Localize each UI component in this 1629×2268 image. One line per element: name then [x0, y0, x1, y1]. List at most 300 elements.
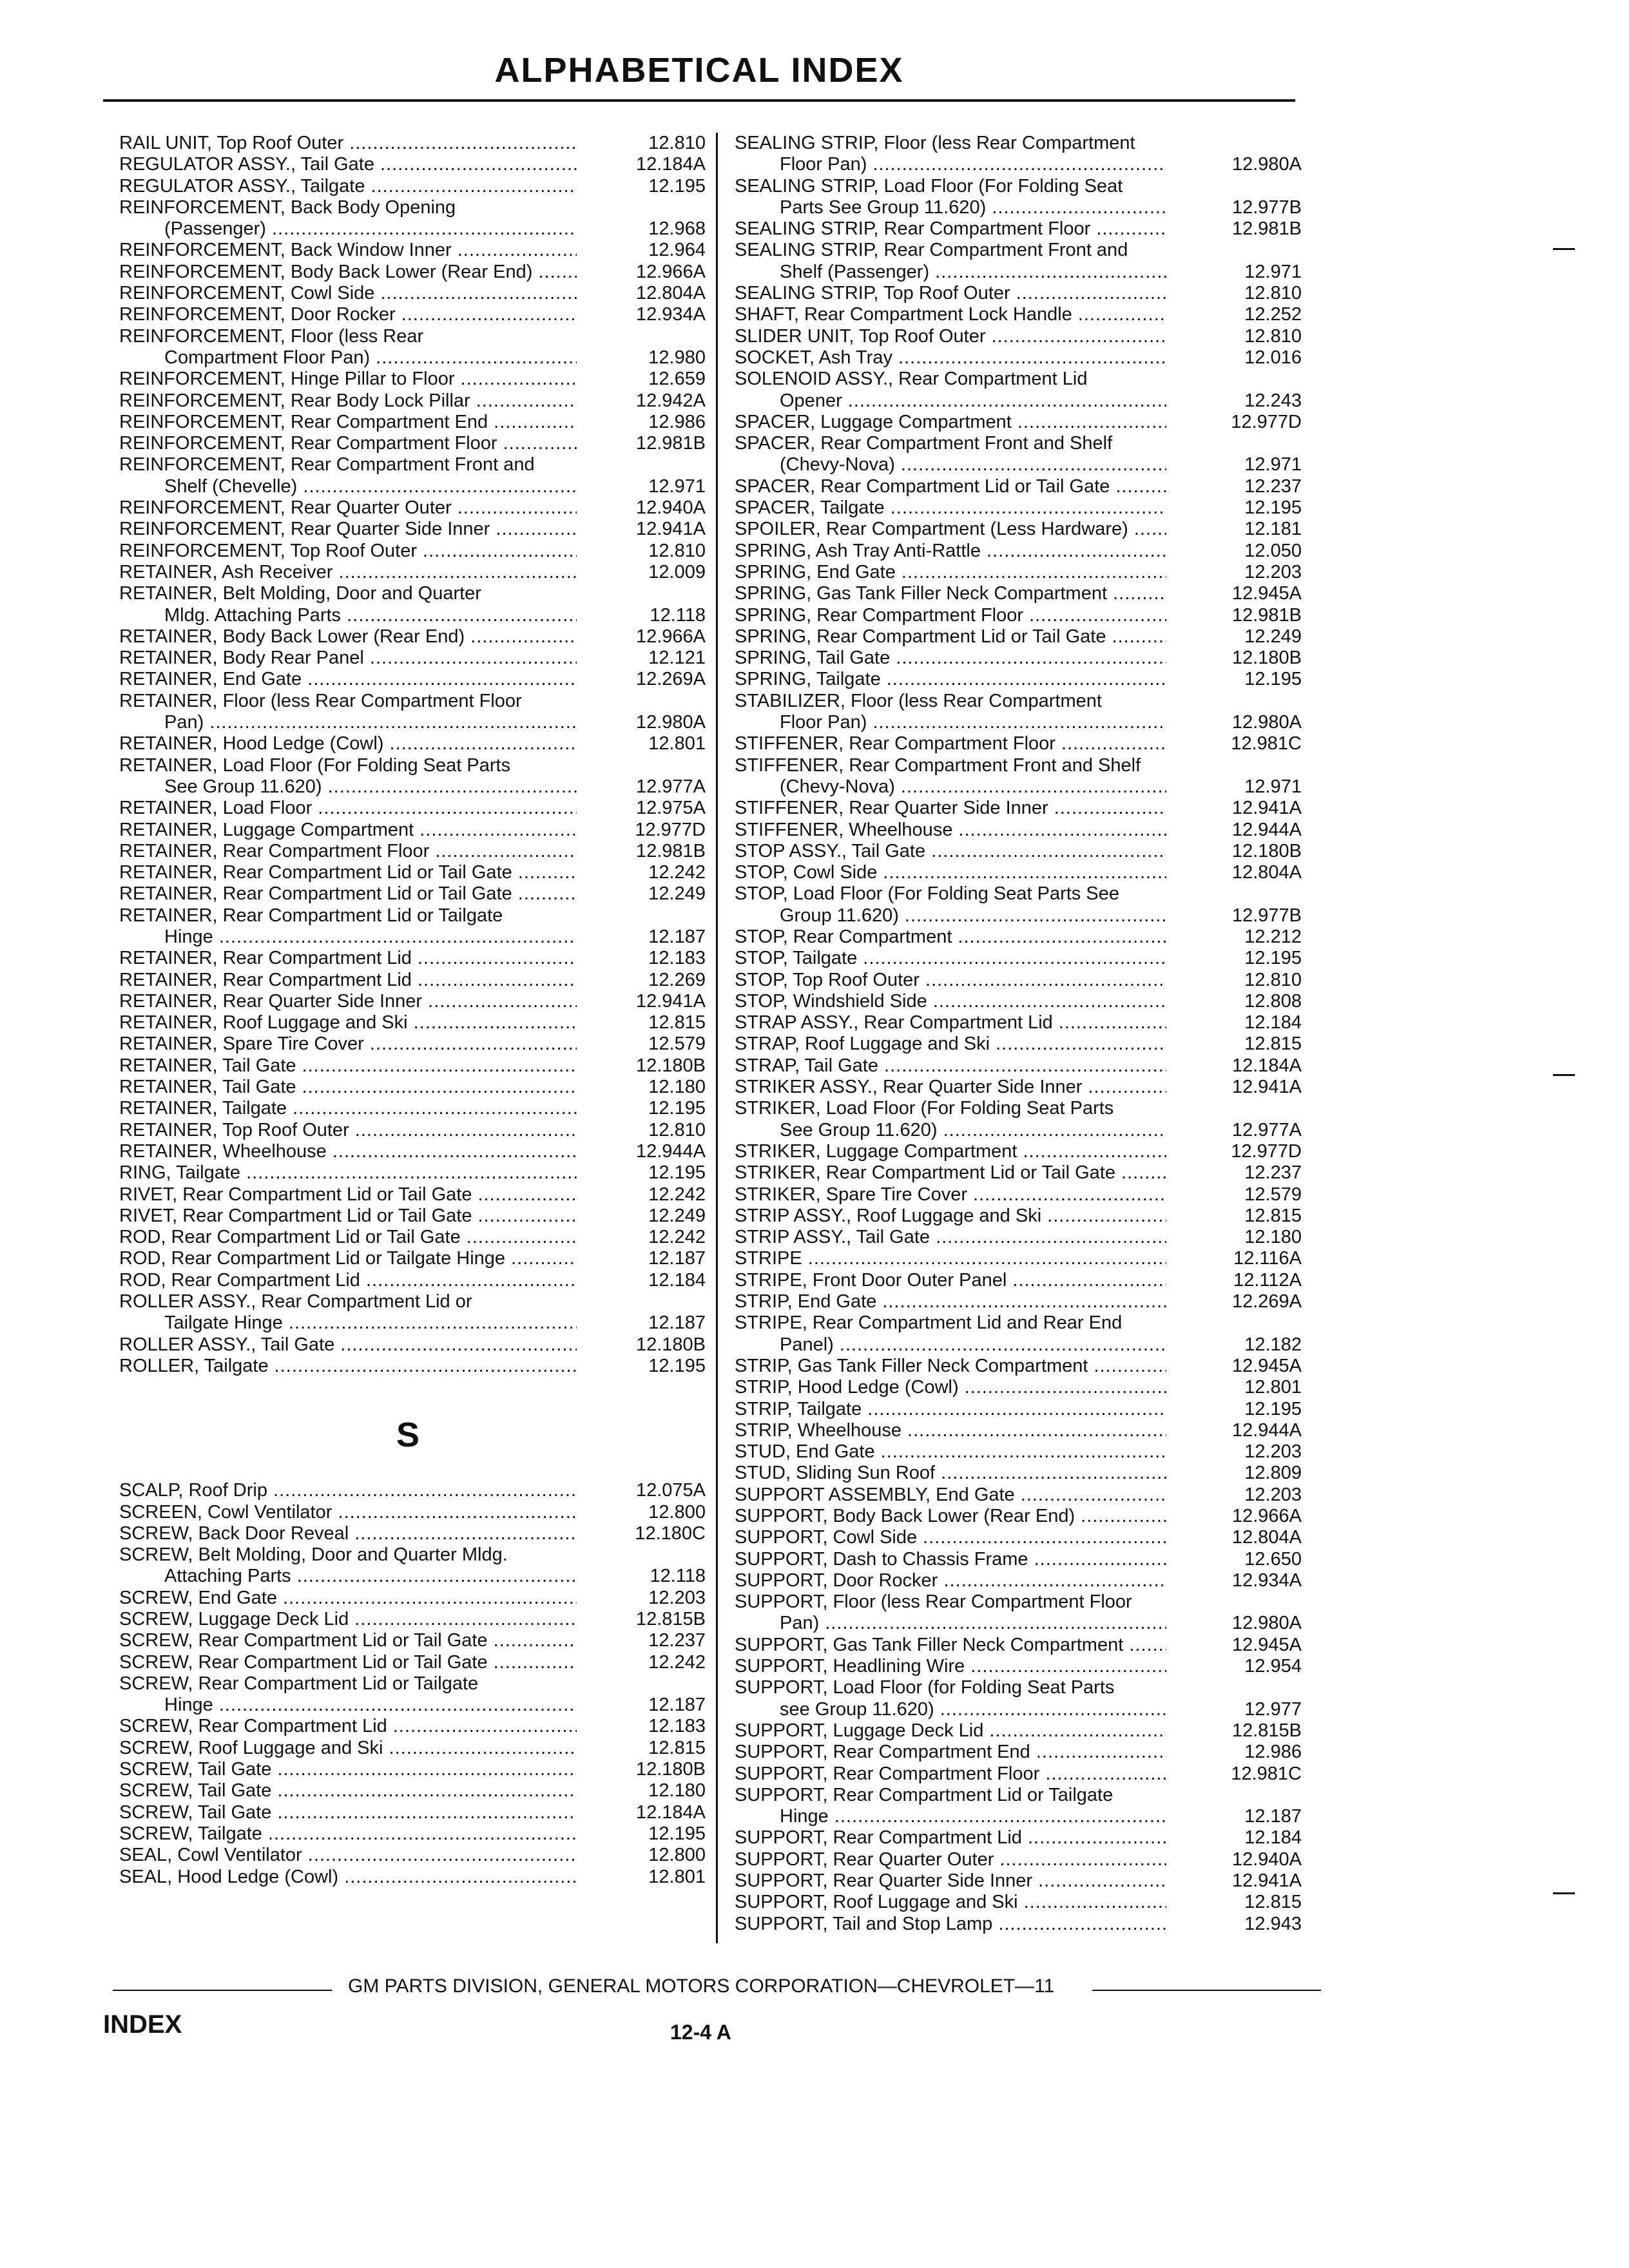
index-entry-text: [119, 154, 577, 175]
index-entry: [119, 862, 706, 883]
index-entry-line: SHAFT, Rear Compartment Lock Handle .....: [735, 304, 1166, 325]
index-entry-line: ROD, Rear Compartment Lid or Tailgate Hinge .....: [119, 1248, 577, 1269]
index-entry-page: 12.009: [648, 561, 706, 582]
index-entry: [119, 1845, 706, 1866]
index-entry-page: 12.934A: [635, 304, 706, 325]
index-entry-page: 12.966A: [1231, 1506, 1302, 1526]
index-entry: [735, 1033, 1302, 1055]
index-entry-line: STRAP, Tail Gate .....: [735, 1055, 1166, 1077]
index-entry-line: RETAINER, Roof Luggage and Ski .....: [119, 1012, 577, 1033]
index-entry-page: 12.180B: [635, 1055, 706, 1076]
index-entry-line: SCREW, Luggage Deck Lid .....: [119, 1609, 577, 1630]
index-entry-page: 12.579: [648, 1033, 706, 1055]
index-entry-line: STUD, End Gate .....: [735, 1441, 1166, 1463]
index-entry-line: Hinge .....: [119, 927, 577, 948]
index-entry-line: SPACER, Rear Compartment Lid or Tail Gate .....: [735, 476, 1166, 497]
index-entry-page: 12.249: [648, 1205, 706, 1226]
index-entry-line: STOP, Windshield Side .....: [735, 991, 1166, 1012]
index-entry-text: [119, 1291, 577, 1334]
index-entry-text: [119, 1227, 577, 1248]
index-entry-line: SCREEN, Cowl Ventilator .....: [119, 1502, 577, 1523]
index-entry: [735, 218, 1302, 240]
index-entry-line: STIFFENER, Rear Compartment Floor .....: [735, 733, 1166, 754]
index-entry: [735, 369, 1302, 412]
index-entry-page: 12.986: [648, 411, 706, 432]
index-entry-text: [119, 970, 577, 991]
index-entry-text: [119, 1077, 577, 1098]
index-entry: [735, 841, 1302, 862]
index-list-s: [119, 1480, 706, 1888]
index-entry-line: SEALING STRIP, Floor (less Rear Compartment: [735, 133, 1135, 153]
index-entry-line: STRAP, Roof Luggage and Ski .....: [735, 1033, 1166, 1055]
index-entry: [119, 240, 706, 261]
index-entry-page: 12.980A: [1231, 1613, 1302, 1634]
index-entry-page: 12.195: [1244, 1398, 1302, 1419]
index-entry-text: [735, 1033, 1166, 1055]
index-entry-page: 12.184A: [1231, 1055, 1302, 1076]
index-entry-line: SUPPORT, Tail and Stop Lamp .....: [735, 1914, 1166, 1935]
index-entry-text: [119, 1823, 577, 1845]
index-entry: [735, 626, 1302, 648]
index-entry-text: [119, 283, 577, 304]
index-entry-page: 12.934A: [1231, 1570, 1302, 1591]
index-entry: [735, 1914, 1302, 1935]
index-entry-page: 12.579: [1244, 1184, 1302, 1205]
index-entry-line: SUPPORT, Dash to Chassis Frame .....: [735, 1549, 1166, 1570]
index-entry-page: 12.801: [648, 1866, 706, 1887]
index-entry: [735, 412, 1302, 433]
index-entry: [735, 562, 1302, 583]
index-entry-text: [119, 1480, 577, 1501]
index-entry-page: 12.242: [648, 1227, 706, 1248]
index-entry-text: [119, 1356, 577, 1377]
index-entry-line: Hinge .....: [735, 1806, 1166, 1827]
index-entry-line: SPRING, Tail Gate .....: [735, 648, 1166, 669]
index-entry-text: [735, 1377, 1166, 1398]
index-entry-page: 12.269A: [635, 669, 706, 690]
index-entry: [119, 1184, 706, 1206]
index-entry-page: 12.943: [1244, 1913, 1302, 1934]
index-entry-page: 12.180B: [1231, 648, 1302, 669]
index-entry-line: RETAINER, Rear Compartment Lid .....: [119, 948, 577, 969]
index-entry: [119, 841, 706, 862]
index-entry-text: [735, 1399, 1166, 1420]
index-entry-page: 12.945A: [1231, 1634, 1302, 1655]
index-entry-text: [119, 733, 577, 754]
index-entry-line: STOP, Rear Compartment .....: [735, 927, 1166, 948]
index-entry-text: [735, 1827, 1166, 1849]
index-entry-page: 12.212: [1244, 926, 1302, 947]
index-entry-text: [735, 369, 1166, 412]
index-entry-page: 12.118: [650, 604, 706, 626]
index-entry: [119, 1630, 706, 1651]
index-entry-text: [119, 412, 577, 433]
index-entry: [119, 1162, 706, 1184]
index-entry-line: RETAINER, Rear Compartment Lid or Tail Gate .....: [119, 862, 577, 883]
index-entry-text: [119, 1098, 577, 1119]
index-entry-text: [735, 1720, 1166, 1742]
index-entry-text: [735, 433, 1166, 476]
index-entry-line: REINFORCEMENT, Rear Quarter Side Inner .....: [119, 519, 577, 540]
index-entry-text: [735, 1441, 1166, 1463]
index-entry-text: [119, 1759, 577, 1780]
index-entry-page: 12.195: [1244, 948, 1302, 969]
index-entry-text: [119, 1248, 577, 1269]
index-entry-text: [119, 583, 577, 626]
index-entry-page: 12.183: [648, 1716, 706, 1737]
index-entry-page: 12.121: [648, 648, 706, 669]
index-entry-page: 12.808: [1244, 990, 1302, 1012]
index-entry: [735, 1506, 1302, 1527]
index-entry-text: [119, 433, 577, 454]
index-entry-line: SCREW, Tail Gate .....: [119, 1759, 577, 1780]
index-entry-line: Floor Pan) .....: [735, 712, 1166, 733]
index-entry: [119, 691, 706, 734]
index-entry-line: RIVET, Rear Compartment Lid or Tail Gate .....: [119, 1184, 577, 1206]
footer-rule-right: [1092, 1990, 1321, 1991]
index-entry-line: RETAINER, Belt Molding, Door and Quarter: [119, 583, 481, 604]
index-entry: [735, 1591, 1302, 1635]
index-entry-text: [735, 1742, 1166, 1763]
index-entry-line: SCREW, Roof Luggage and Ski .....: [119, 1738, 577, 1759]
index-entry: [119, 154, 706, 175]
index-entry-page: 12.116A: [1233, 1248, 1302, 1269]
index-entry-text: [735, 1914, 1166, 1935]
index-entry: [735, 1227, 1302, 1248]
index-entry-line: ROLLER, Tailgate .....: [119, 1356, 577, 1377]
index-entry-text: [119, 1867, 577, 1888]
index-entry-text: [119, 1716, 577, 1737]
index-entry-line: STIFFENER, Wheelhouse .....: [735, 820, 1166, 841]
index-entry-page: 12.964: [648, 240, 706, 261]
index-entry-page: 12.971: [648, 476, 706, 497]
index-entry-page: 12.809: [1244, 1463, 1302, 1484]
index-entry-text: [735, 583, 1166, 604]
index-entry-line: SUPPORT, Rear Compartment Floor .....: [735, 1763, 1166, 1785]
index-entry: [119, 390, 706, 412]
index-entry-text: [119, 497, 577, 519]
index-entry-text: [735, 1270, 1166, 1291]
index-entry-line: SCALP, Roof Drip .....: [119, 1480, 577, 1501]
index-entry: [119, 197, 706, 240]
index-entry-text: [735, 626, 1166, 648]
index-entry: [119, 562, 706, 583]
index-entry-line: REINFORCEMENT, Rear Body Lock Pillar .....: [119, 390, 577, 412]
index-entry-line: SEALING STRIP, Top Roof Outer .....: [735, 283, 1166, 304]
footer-rule-left: [113, 1990, 332, 1991]
index-entry-text: [735, 1206, 1166, 1227]
index-entry-line: REGULATOR ASSY., Tailgate .....: [119, 176, 577, 197]
index-entry-page: 12.941A: [1231, 1870, 1302, 1892]
index-entry-page: 12.187: [648, 1312, 706, 1334]
index-entry: [119, 1356, 706, 1377]
index-entry-line: Tailgate Hinge .....: [119, 1312, 577, 1334]
index-entry-page: 12.815: [648, 1737, 706, 1758]
index-entry: [119, 905, 706, 948]
index-entry-page: 12.195: [648, 175, 706, 197]
index-entry-text: [119, 133, 577, 154]
index-entry: [119, 1502, 706, 1523]
index-entry-text: [119, 390, 577, 412]
index-entry-text: [735, 326, 1166, 347]
index-entry-page: 12.815: [1244, 1892, 1302, 1913]
index-entry-page: 12.810: [648, 540, 706, 561]
index-entry-page: 12.180B: [635, 1334, 706, 1355]
index-entry-line: RETAINER, Body Back Lower (Rear End) .....: [119, 626, 577, 648]
index-entry-text: [119, 669, 577, 690]
index-entry: [735, 1720, 1302, 1742]
index-entry: [119, 541, 706, 562]
index-entry-line: See Group 11.620) .....: [119, 776, 577, 798]
index-entry: [119, 948, 706, 969]
index-entry: [735, 583, 1302, 604]
index-entry-line: SPACER, Tailgate .....: [735, 497, 1166, 519]
index-entry: [119, 1033, 706, 1055]
index-entry-line: SUPPORT, Rear Compartment Lid .....: [735, 1827, 1166, 1849]
index-entry: [735, 1827, 1302, 1849]
index-entry: [735, 1635, 1302, 1656]
index-entry-page: 12.183: [648, 948, 706, 969]
index-entry: [735, 1463, 1302, 1484]
index-entry-line: SUPPORT, Rear Compartment Lid or Tailgate: [735, 1784, 1113, 1805]
index-entry: [735, 927, 1302, 948]
index-entry: [735, 1892, 1302, 1913]
index-entry-text: [735, 1549, 1166, 1570]
index-entry-page: 12.944A: [1231, 1419, 1302, 1441]
index-entry-page: 12.184: [1244, 1012, 1302, 1033]
index-entry-line: SUPPORT, Luggage Deck Lid .....: [735, 1720, 1166, 1742]
index-entry-text: [735, 1892, 1166, 1913]
index-entry-page: 12.815: [1244, 1033, 1302, 1055]
index-entry: [119, 883, 706, 905]
index-entry-text: [735, 669, 1166, 690]
index-entry-text: [119, 562, 577, 583]
index-entry-line: SCREW, Rear Compartment Lid or Tail Gate .....: [119, 1652, 577, 1673]
index-entry: [119, 1738, 706, 1759]
index-entry: [735, 820, 1302, 841]
index-entry-line: Pan) .....: [119, 712, 577, 733]
index-entry-text: [735, 519, 1166, 540]
column-divider: [716, 133, 718, 1943]
index-entry: [735, 1055, 1302, 1077]
index-entry-line: RETAINER, Top Roof Outer .....: [119, 1120, 577, 1141]
index-entry-text: [735, 1506, 1166, 1527]
index-entry-page: 12.966A: [635, 626, 706, 647]
index-entry-page: 12.977D: [1231, 411, 1302, 432]
index-entry-page: 12.075A: [635, 1480, 706, 1501]
index-entry-page: 12.810: [1244, 325, 1302, 347]
index-entry-text: [735, 1420, 1166, 1441]
index-entry-text: [119, 176, 577, 197]
index-entry-line: REINFORCEMENT, Top Roof Outer .....: [119, 541, 577, 562]
index-entry-text: [735, 1849, 1166, 1870]
index-entry-text: [119, 262, 577, 283]
index-entry-line: RETAINER, Rear Quarter Side Inner .....: [119, 991, 577, 1012]
index-entry: [119, 497, 706, 519]
index-entry-page: 12.977D: [1231, 1140, 1302, 1162]
index-entry-text: [735, 927, 1166, 948]
index-entry-page: 12.981B: [635, 433, 706, 454]
index-entry-line: SPRING, Rear Compartment Lid or Tail Gate .....: [735, 626, 1166, 648]
index-entry: [735, 798, 1302, 819]
index-entry-page: 12.180: [1244, 1227, 1302, 1248]
index-entry-line: (Chevy-Nova) .....: [735, 454, 1166, 476]
index-entry: [735, 1012, 1302, 1033]
index-entry-page: 12.187: [648, 1248, 706, 1269]
index-entry-text: [735, 1463, 1166, 1484]
index-entry-page: 12.242: [648, 1651, 706, 1673]
title-rule: [103, 99, 1295, 102]
index-entry: [119, 991, 706, 1012]
index-entry-text: [735, 970, 1166, 991]
index-entry-text: [735, 304, 1166, 325]
footer-section-label: INDEX: [103, 2010, 182, 2039]
index-entry-page: 12.195: [648, 1355, 706, 1376]
index-entry-line: REINFORCEMENT, Cowl Side .....: [119, 283, 577, 304]
index-entry: [119, 755, 706, 798]
index-entry: [119, 1652, 706, 1673]
index-entry-line: SCREW, Rear Compartment Lid or Tailgate: [119, 1673, 479, 1694]
index-entry-page: 12.971: [1244, 776, 1302, 797]
index-entry: [735, 1570, 1302, 1591]
margin-mark: [1553, 1892, 1575, 1894]
index-entry: [735, 1248, 1302, 1269]
index-entry: [735, 541, 1302, 562]
index-entry-text: [119, 1141, 577, 1162]
index-entry-page: 12.977: [1244, 1698, 1302, 1720]
index-entry-line: RETAINER, Rear Compartment Floor .....: [119, 841, 577, 862]
index-entry: [735, 1549, 1302, 1570]
index-entry-text: [119, 1673, 577, 1716]
index-entry-text: [119, 1738, 577, 1759]
index-entry: [119, 433, 706, 454]
index-entry-page: 12.195: [648, 1162, 706, 1184]
index-entry: [735, 755, 1302, 798]
index-entry-line: SPACER, Rear Compartment Front and Shelf: [735, 433, 1113, 454]
index-entry-page: 12.977B: [1231, 197, 1302, 218]
index-entry-line: STRIPE, Front Door Outer Panel .....: [735, 1270, 1166, 1291]
index-entry-line: STRIP, Gas Tank Filler Neck Compartment .....: [735, 1356, 1166, 1377]
index-entry-line: REINFORCEMENT, Rear Compartment End .....: [119, 412, 577, 433]
index-entry-page: 12.980: [648, 347, 706, 368]
index-entry-text: [735, 862, 1166, 883]
index-entry: [735, 948, 1302, 969]
index-entry: [735, 1441, 1302, 1463]
index-entry-page: 12.050: [1244, 540, 1302, 561]
index-entry-text: [735, 1291, 1166, 1312]
index-entry: [119, 262, 706, 283]
index-entry-line: SEALING STRIP, Load Floor (For Folding Seat: [735, 175, 1123, 197]
index-entry-line: STRIP, Hood Ledge (Cowl) .....: [735, 1377, 1166, 1398]
index-entry-line: SPRING, Rear Compartment Floor .....: [735, 605, 1166, 626]
index-entry-line: REINFORCEMENT, Back Body Opening: [119, 197, 456, 218]
index-entry-text: [119, 1055, 577, 1077]
index-entry-line: RETAINER, Wheelhouse .....: [119, 1141, 577, 1162]
index-entry-line: Panel) .....: [735, 1334, 1166, 1356]
index-entry: [119, 454, 706, 497]
index-entry: [119, 1120, 706, 1141]
index-entry-text: [735, 1248, 1166, 1269]
index-entry-page: 12.800: [648, 1501, 706, 1523]
index-entry: [119, 1802, 706, 1823]
index-entry-page: 12.252: [1244, 304, 1302, 325]
index-entry-page: 12.977A: [635, 776, 706, 797]
index-entry-page: 12.981C: [1231, 733, 1302, 754]
index-entry-text: [735, 176, 1166, 219]
index-entry-page: 12.184A: [635, 154, 706, 175]
index-entry-page: 12.180: [648, 1780, 706, 1802]
index-entry-text: [119, 798, 577, 819]
index-entry-text: [119, 691, 577, 734]
index-entry-text: [119, 1012, 577, 1033]
index-entry-page: 12.966A: [635, 261, 706, 282]
index-entry-line: Group 11.620) .....: [735, 905, 1166, 927]
index-entry: [119, 1077, 706, 1098]
index-entry: [735, 605, 1302, 626]
index-entry-line: SOLENOID ASSY., Rear Compartment Lid: [735, 369, 1088, 390]
index-entry-text: [119, 1033, 577, 1055]
index-entry: [119, 583, 706, 626]
index-entry: [119, 733, 706, 754]
index-entry: [119, 626, 706, 648]
index-entry-text: [735, 1485, 1166, 1506]
index-entry: [119, 970, 706, 991]
index-entry-page: 12.940A: [1231, 1849, 1302, 1870]
index-entry-line: SUPPORT, Rear Quarter Side Inner .....: [735, 1870, 1166, 1892]
index-entry-page: 12.184: [648, 1269, 706, 1291]
index-entry: [119, 1588, 706, 1609]
index-entry-line: STRIP ASSY., Roof Luggage and Ski .....: [735, 1206, 1166, 1227]
index-entry-page: 12.195: [1244, 669, 1302, 690]
index-entry-line: RETAINER, Tail Gate .....: [119, 1055, 577, 1077]
index-entry-text: [735, 133, 1166, 176]
index-entry-page: 12.237: [648, 1630, 706, 1651]
index-entry-text: [119, 820, 577, 841]
index-entry-line: ROD, Rear Compartment Lid .....: [119, 1270, 577, 1291]
index-entry: [735, 1377, 1302, 1398]
index-entry-page: 12.659: [648, 369, 706, 390]
index-entry-page: 12.249: [648, 883, 706, 905]
index-entry-page: 12.810: [648, 133, 706, 153]
index-entry: [735, 1742, 1302, 1763]
index-entry-line: SCREW, Back Door Reveal .....: [119, 1523, 577, 1544]
index-entry-text: [119, 1845, 577, 1866]
index-entry-text: [735, 1656, 1166, 1677]
index-entry-page: 12.195: [1244, 497, 1302, 519]
index-entry-text: [735, 562, 1166, 583]
index-entry-text: [119, 648, 577, 669]
index-entry-page: 12.804A: [1231, 862, 1302, 883]
index-entry: [119, 1141, 706, 1162]
index-entry-text: [119, 197, 577, 240]
index-entry-text: [735, 1227, 1166, 1248]
index-entry-text: [735, 1527, 1166, 1548]
index-entry-line: STOP ASSY., Tail Gate .....: [735, 841, 1166, 862]
index-entry-text: [119, 454, 577, 497]
index-entry-line: SPRING, Ash Tray Anti-Rattle .....: [735, 541, 1166, 562]
index-entry-line: REINFORCEMENT, Rear Compartment Front and: [119, 454, 535, 476]
index-entry-page: 12.977D: [635, 819, 706, 840]
index-entry: [119, 1227, 706, 1248]
index-entry-page: 12.249: [1244, 626, 1302, 647]
index-entry-text: [119, 1334, 577, 1356]
index-entry-line: RIVET, Rear Compartment Lid or Tail Gate .....: [119, 1206, 577, 1227]
index-list-r: [119, 133, 706, 1377]
index-entry-page: 12.980A: [1231, 712, 1302, 733]
index-entry-line: SLIDER UNIT, Top Roof Outer .....: [735, 326, 1166, 347]
index-entry-text: [735, 1077, 1166, 1098]
index-entry-page: 12.801: [1244, 1377, 1302, 1398]
